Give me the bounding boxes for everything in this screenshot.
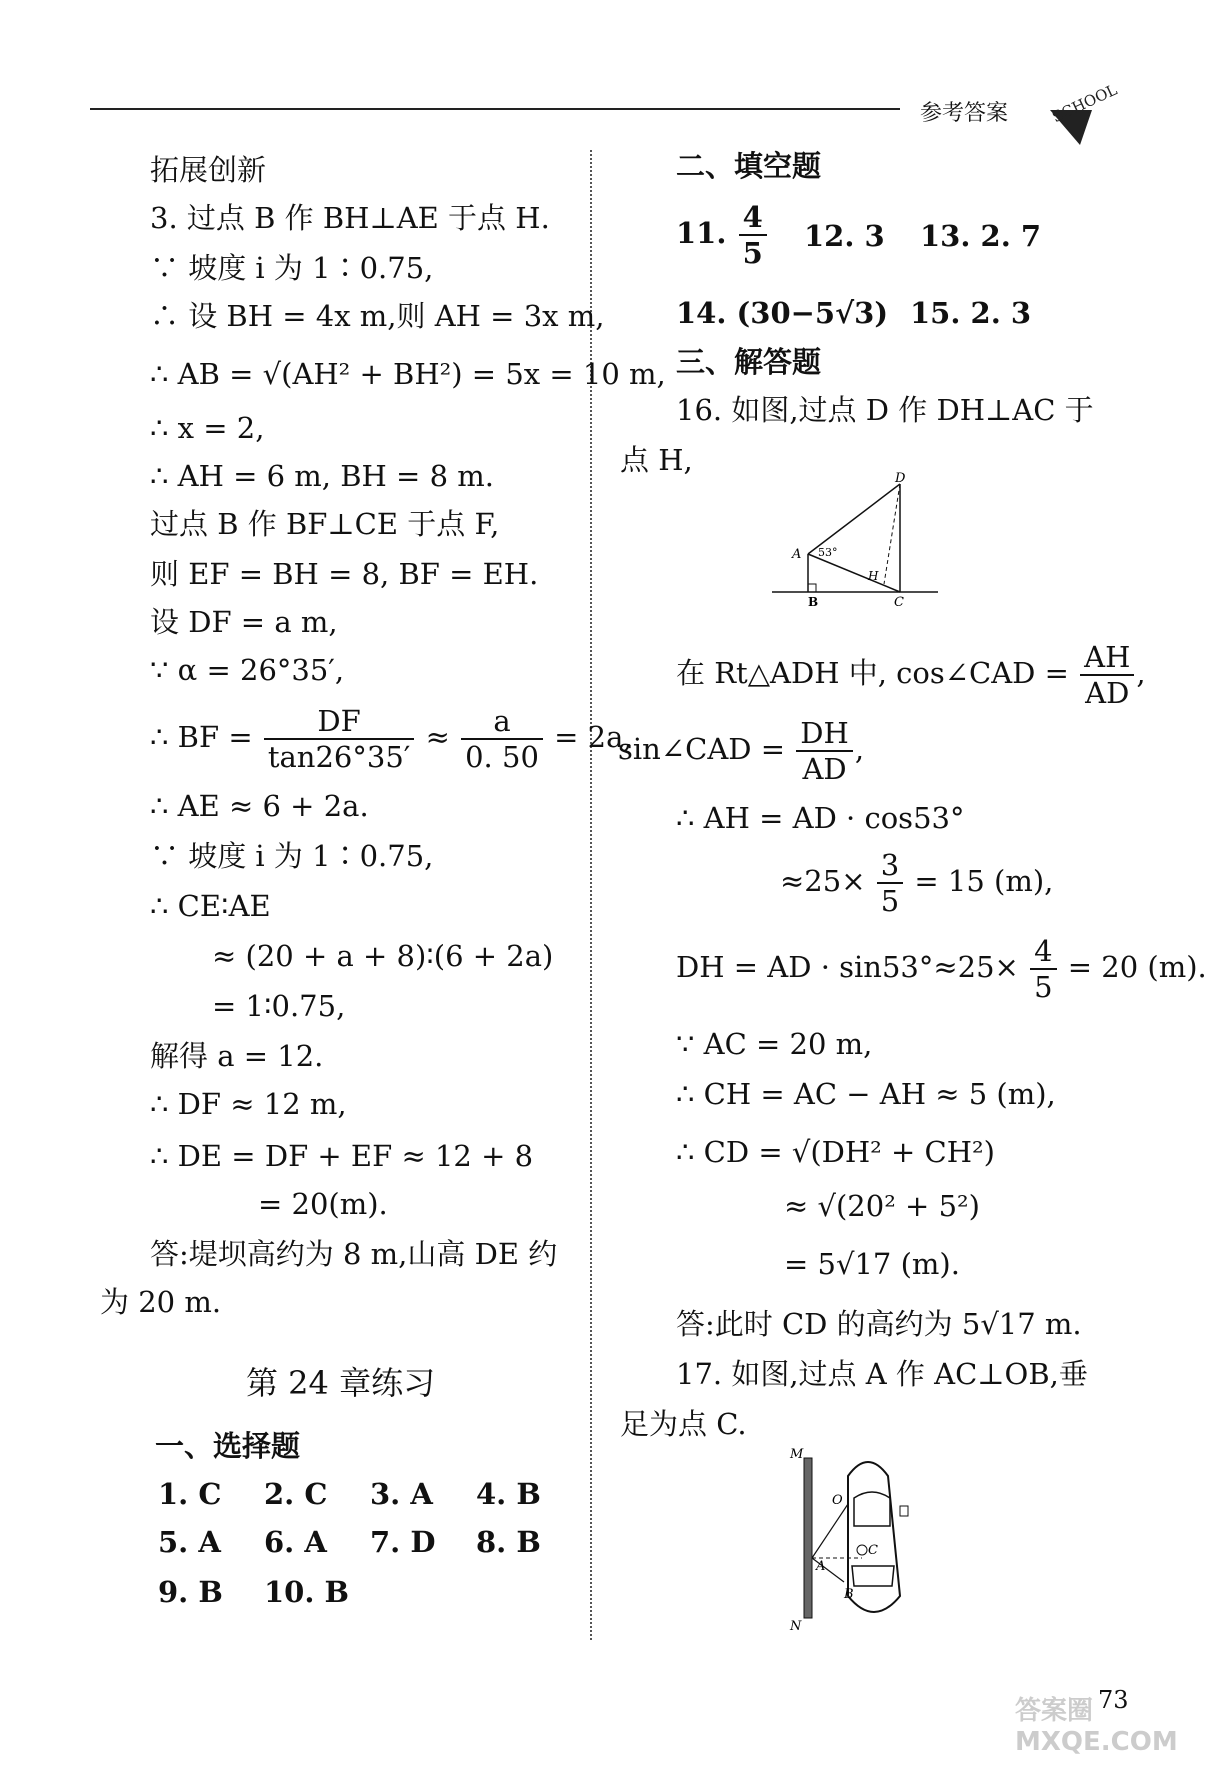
choice-answer: 2. C xyxy=(264,1477,328,1511)
numerator: 4 xyxy=(739,200,767,236)
text-line-fraction xyxy=(618,716,864,786)
numerator: AH xyxy=(1080,640,1134,676)
numerator: a xyxy=(461,704,543,740)
numerator: DF xyxy=(264,704,415,740)
label-c: C xyxy=(868,1543,878,1558)
choice-answer: 6. A xyxy=(264,1525,327,1559)
angle-label: 53° xyxy=(818,546,838,559)
text-line: ∵ α = 26°35′, xyxy=(150,653,345,687)
text-line: ∴ CE∶AE xyxy=(150,889,271,923)
text-line: 为 20 m. xyxy=(100,1285,222,1319)
text-line: ∴ CH = AC − AH ≈ 5 (m), xyxy=(676,1077,1056,1111)
text-line-fraction xyxy=(780,848,1053,918)
label-b: B xyxy=(844,1587,854,1602)
text-line: ∴ DE = DF + EF ≈ 12 + 8 xyxy=(150,1139,534,1173)
text-line: ∴ AB = √(AH² + BH²) = 5x = 10 m, xyxy=(150,357,666,391)
denominator: tan26°35′ xyxy=(267,740,411,774)
label-m: M xyxy=(790,1447,804,1462)
text-part: , xyxy=(1136,656,1146,690)
fraction xyxy=(461,704,543,774)
text-line: ∵ AC = 20 m, xyxy=(676,1027,873,1061)
answer-label: 11. xyxy=(676,216,727,250)
denominator: 5 xyxy=(742,236,763,270)
fraction xyxy=(1080,640,1134,710)
text-line: 点 H, xyxy=(620,443,693,477)
header-label: 参考答案 xyxy=(920,101,1009,126)
answer-14: 14. (30−5√3) xyxy=(676,296,889,330)
text-part: , xyxy=(854,732,865,766)
text-part: ∴ BF = xyxy=(150,720,253,754)
logo-text: SCHOOL xyxy=(1049,80,1120,127)
text-line: 设 DF = a m, xyxy=(150,605,338,639)
text-line: 答:此时 CD 的高约为 5√17 m. xyxy=(676,1307,1082,1341)
label-o: O xyxy=(832,1493,843,1508)
choice-answer: 9. B xyxy=(158,1575,223,1609)
header-rule xyxy=(90,108,900,110)
text-line: 17. 如图,过点 A 作 AC⊥OB,垂 xyxy=(676,1357,1088,1391)
text-part: sin∠CAD = xyxy=(618,732,786,766)
text-line: ∴ 设 BH = 4x m,则 AH = 3x m, xyxy=(150,299,605,333)
text-line: 答:堤坝高约为 8 m,山高 DE 约 xyxy=(150,1237,558,1271)
fraction xyxy=(796,716,853,786)
text-part: ≈ xyxy=(425,720,450,754)
fraction xyxy=(264,704,415,774)
section-heading: 三、解答题 xyxy=(676,345,822,379)
text-part: = 20 (m). xyxy=(1067,950,1207,984)
watermark: 答案圈 MXQE.COM xyxy=(1015,1696,1178,1757)
section-heading: 拓展创新 xyxy=(150,153,267,187)
numerator: 4 xyxy=(1030,934,1056,970)
text-line: ∴ AE ≈ 6 + 2a. xyxy=(150,789,369,823)
text-line: ∵ 坡度 i 为 1∶0.75, xyxy=(150,251,434,285)
text-line: 解得 a = 12. xyxy=(150,1039,324,1073)
choice-answer: 3. A xyxy=(370,1477,433,1511)
label-a: A xyxy=(792,547,802,562)
text-line: = 5√17 (m). xyxy=(784,1247,960,1281)
triangle-figure xyxy=(770,470,940,610)
car-wall-figure xyxy=(788,1446,938,1636)
text-line: ∴ x = 2, xyxy=(150,411,265,445)
choice-answer: 5. A xyxy=(158,1525,221,1559)
text-part: = 2a, xyxy=(554,720,633,754)
text-line: = 20(m). xyxy=(258,1187,388,1221)
label-n: N xyxy=(790,1619,802,1634)
choice-answer: 4. B xyxy=(476,1477,541,1511)
answer-11 xyxy=(676,200,769,270)
text-part: = 15 (m), xyxy=(914,864,1054,898)
denominator: AD xyxy=(802,752,847,786)
text-part: 在 Rt△ADH 中, cos∠CAD = xyxy=(676,656,1069,690)
text-part: DH = AD · sin53°≈25× xyxy=(676,950,1019,984)
section-heading: 一、选择题 xyxy=(155,1429,301,1463)
text-line: ∵ 坡度 i 为 1∶0.75, xyxy=(150,839,434,873)
text-line: = 1∶0.75, xyxy=(212,989,346,1023)
fraction xyxy=(1030,934,1056,1004)
label-h: H xyxy=(868,569,879,583)
text-line-fraction xyxy=(676,934,1207,1004)
answer-12: 12. 3 xyxy=(804,219,885,253)
answer-13: 13. 2. 7 xyxy=(920,219,1042,253)
text-line: 过点 B 作 BF⊥CE 于点 F, xyxy=(150,507,500,541)
denominator: 5 xyxy=(880,884,900,918)
answer-15: 15. 2. 3 xyxy=(910,296,1032,330)
text-line: 足为点 C. xyxy=(620,1407,747,1441)
section-heading: 二、填空题 xyxy=(676,149,822,183)
denominator: AD xyxy=(1085,676,1130,710)
label-a: A xyxy=(816,1559,826,1574)
label-c: C xyxy=(894,595,904,610)
fraction xyxy=(877,848,903,918)
choice-answer: 7. D xyxy=(370,1525,436,1559)
text-line: ∴ CD = √(DH² + CH²) xyxy=(676,1135,995,1169)
text-line: 则 EF = BH = 8, BF = EH. xyxy=(150,557,539,591)
text-line: ∴ DF ≈ 12 m, xyxy=(150,1087,347,1121)
choice-answer: 1. C xyxy=(158,1477,222,1511)
school-logo-icon xyxy=(1030,70,1130,150)
text-line-fraction xyxy=(150,704,633,774)
choice-answer: 10. B xyxy=(264,1575,350,1609)
denominator: 0. 50 xyxy=(465,740,539,774)
label-d: D xyxy=(895,471,906,486)
page-number: 73 xyxy=(1098,1686,1129,1714)
text-part: ≈25× xyxy=(780,864,866,898)
chapter-title: 第 24 章练习 xyxy=(246,1364,436,1402)
numerator: DH xyxy=(796,716,853,752)
text-line: 16. 如图,过点 D 作 DH⊥AC 于 xyxy=(676,393,1094,427)
label-b: B xyxy=(808,595,819,609)
text-line: ≈ (20 + a + 8)∶(6 + 2a) xyxy=(212,939,554,973)
text-line: 3. 过点 B 作 BH⊥AE 于点 H. xyxy=(150,201,550,235)
numerator: 3 xyxy=(877,848,903,884)
text-line-fraction xyxy=(676,640,1146,710)
text-line: ∴ AH = AD · cos53° xyxy=(676,801,965,835)
text-line: ≈ √(20² + 5²) xyxy=(784,1189,980,1223)
denominator: 5 xyxy=(1034,970,1053,1004)
text-line: ∴ AH = 6 m, BH = 8 m. xyxy=(150,459,494,493)
choice-answer: 8. B xyxy=(476,1525,541,1559)
fraction xyxy=(739,200,767,270)
